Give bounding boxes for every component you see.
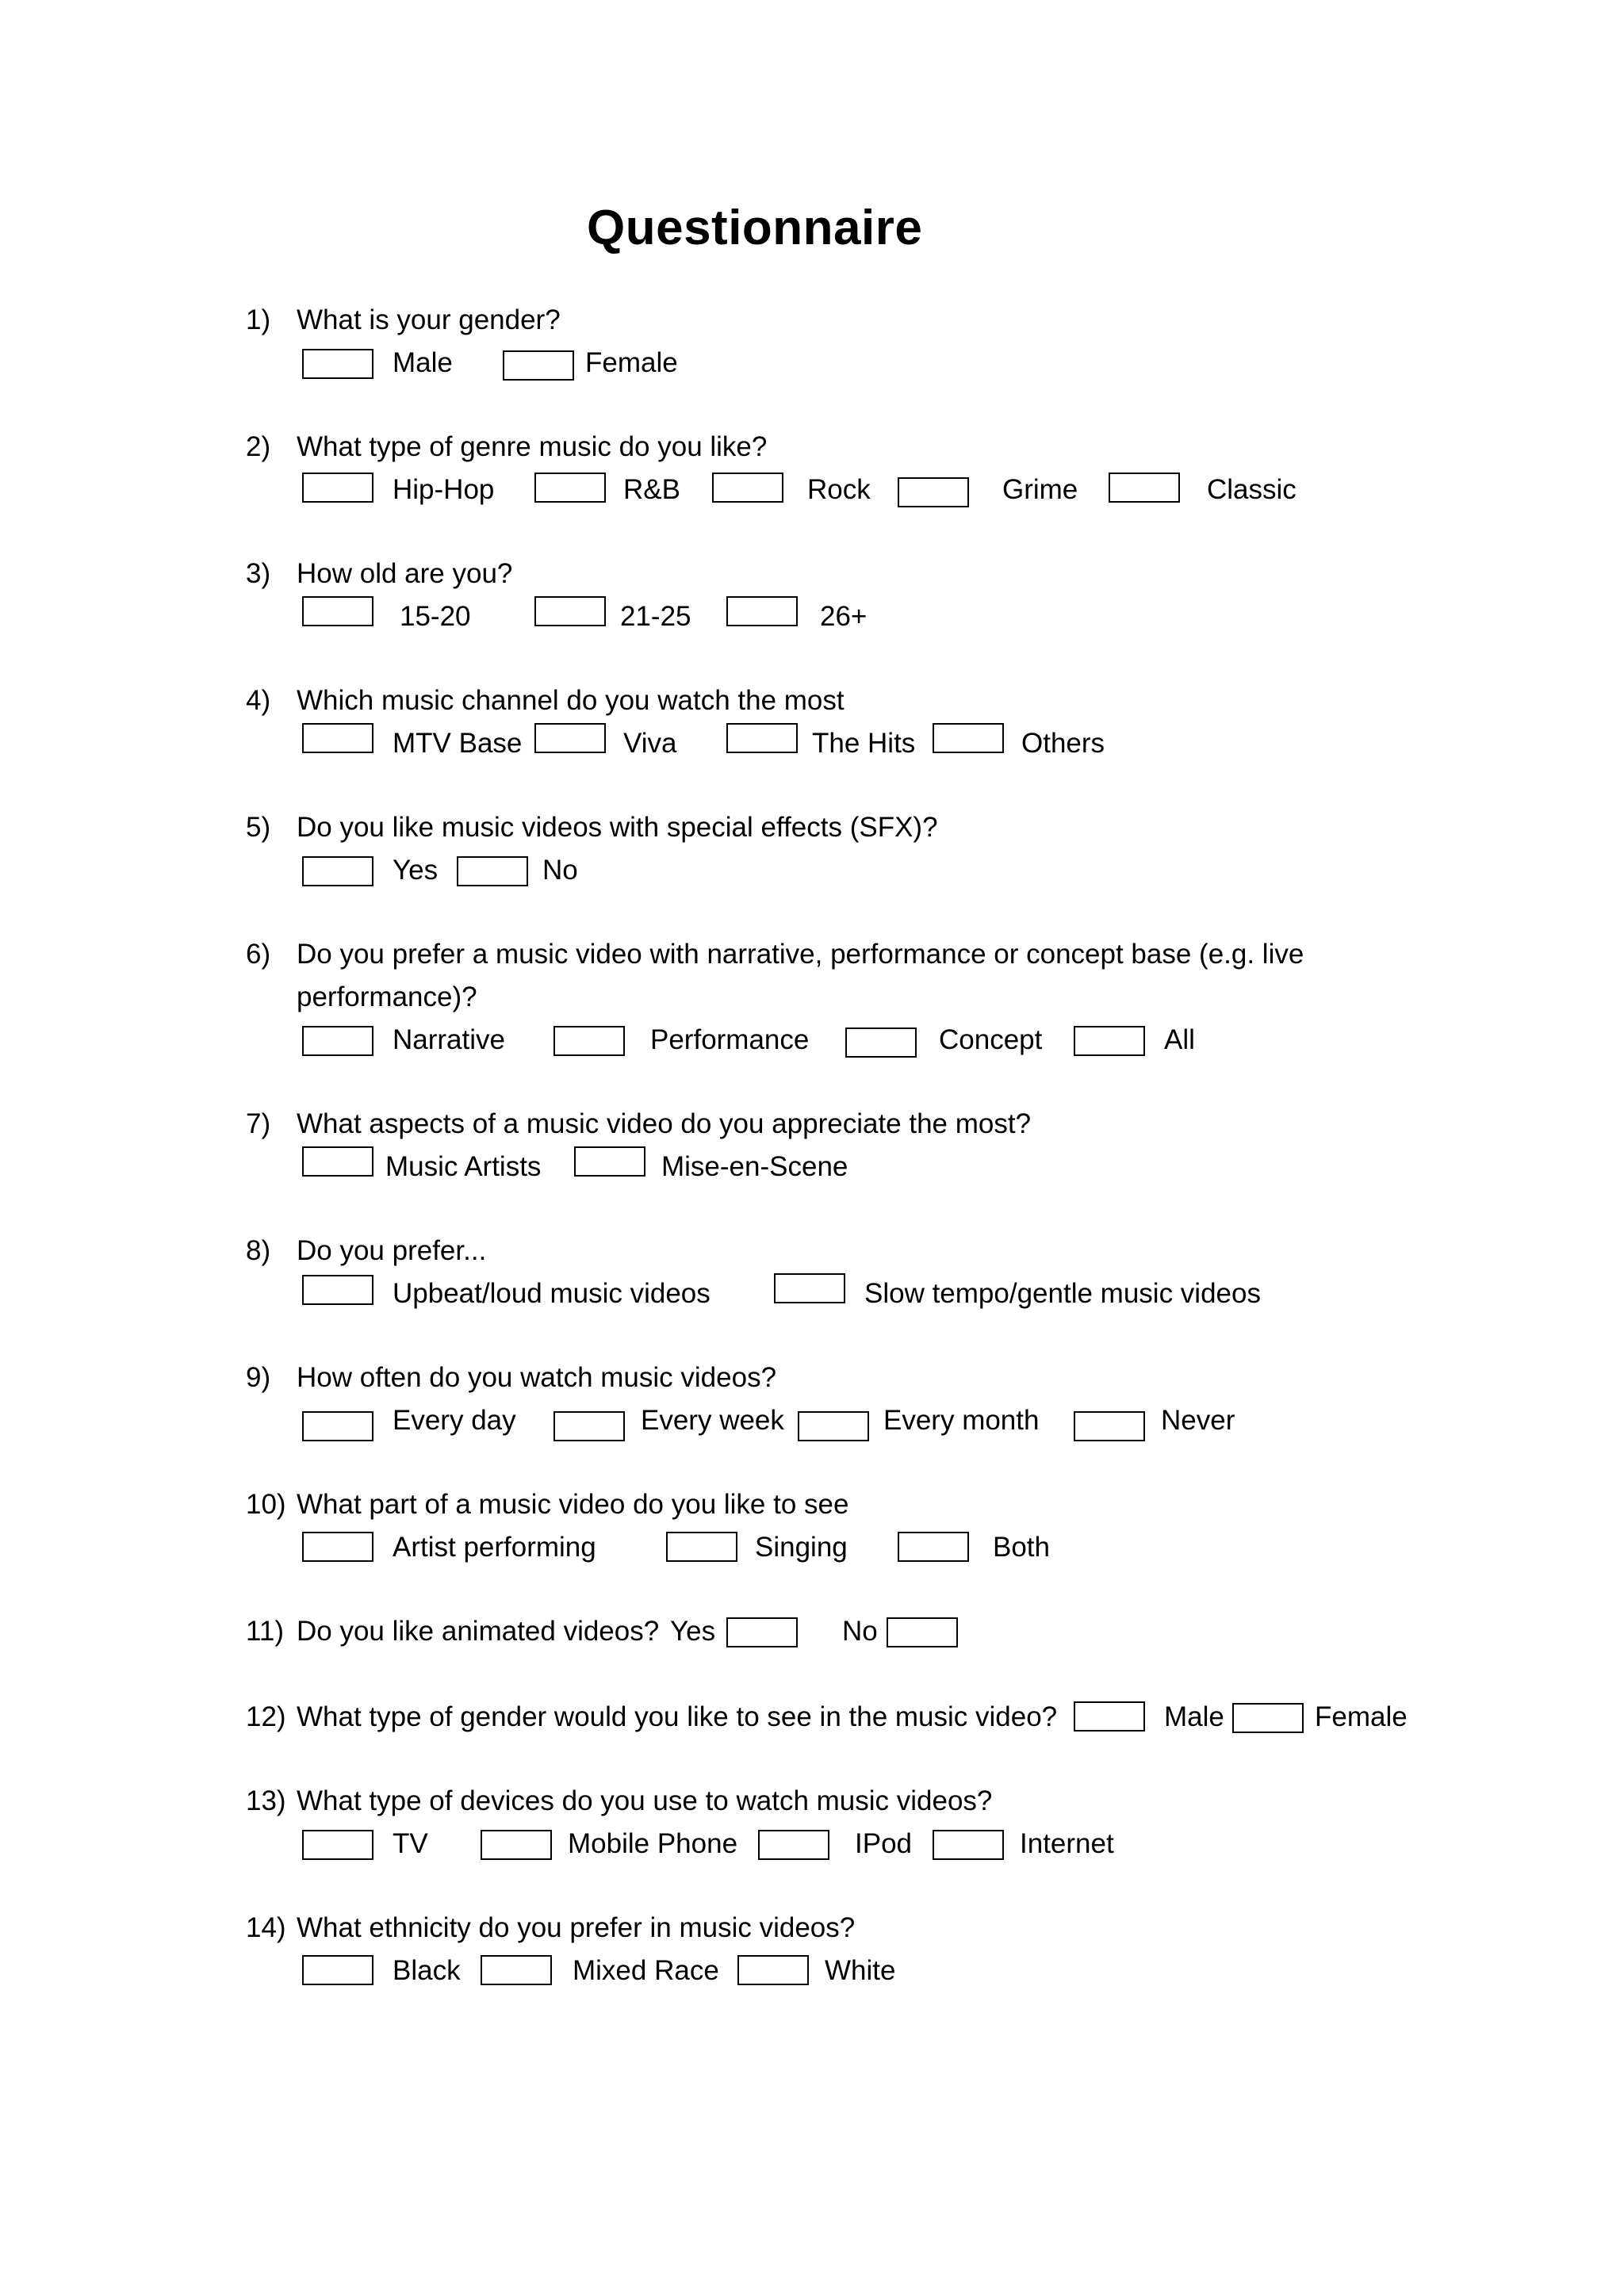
question-number: 1) (246, 304, 271, 335)
option-label: Slow tempo/gentle music videos (864, 1278, 1261, 1309)
option-label: Concept (939, 1024, 1043, 1055)
checkbox-tv[interactable] (302, 1830, 373, 1860)
option-label: Artist performing (393, 1532, 596, 1563)
question-text: Which music channel do you watch the most (297, 685, 845, 716)
option-label: Internet (1020, 1828, 1114, 1859)
question-text-line2: performance)? (297, 982, 477, 1012)
checkbox-15-20[interactable] (302, 596, 373, 626)
checkbox-slow-tempo[interactable] (774, 1273, 845, 1303)
question-text: Do you prefer a music video with narrative, performance or concept base (e.g. live (297, 939, 1304, 970)
checkbox-every-day[interactable] (302, 1411, 373, 1441)
option-label: No (542, 855, 578, 886)
option-label: Male (393, 347, 453, 378)
option-label: Narrative (393, 1024, 505, 1055)
checkbox-others[interactable] (933, 723, 1004, 753)
checkbox-performance[interactable] (553, 1026, 625, 1056)
option-label: Yes (670, 1616, 716, 1647)
option-label: Singing (755, 1532, 848, 1563)
question-text: What type of genre music do you like? (297, 431, 768, 462)
question-number: 7) (246, 1108, 271, 1139)
checkbox-internet[interactable] (933, 1830, 1004, 1860)
checkbox-mtv-base[interactable] (302, 723, 373, 753)
question-number: 4) (246, 685, 271, 716)
option-label: R&B (623, 474, 680, 505)
checkbox-rock[interactable] (712, 473, 783, 503)
question-text: What type of gender would you like to see in the music video? (297, 1701, 1058, 1732)
option-label: Yes (393, 855, 439, 886)
question-text: What aspects of a music video do you appreciate the most? (297, 1108, 1032, 1139)
question-text: What is your gender? (297, 304, 561, 335)
option-label: 15-20 (400, 601, 471, 632)
option-label: TV (393, 1828, 428, 1859)
option-label: Mobile Phone (568, 1828, 738, 1859)
checkbox-yes[interactable] (302, 856, 373, 886)
question-number: 2) (246, 431, 271, 462)
checkbox-both[interactable] (898, 1532, 969, 1562)
checkbox-rnb[interactable] (534, 473, 606, 503)
option-label: Female (585, 347, 678, 378)
checkbox-every-week[interactable] (553, 1411, 625, 1441)
question-text: How often do you watch music videos? (297, 1362, 777, 1393)
checkbox-hip-hop[interactable] (302, 473, 373, 503)
question-text: Do you prefer... (297, 1235, 487, 1266)
checkbox-mise-en-scene[interactable] (574, 1146, 645, 1177)
checkbox-all[interactable] (1074, 1026, 1145, 1056)
option-label: The Hits (812, 728, 916, 759)
option-label: Mise-en-Scene (661, 1151, 848, 1182)
checkbox-female[interactable] (1232, 1703, 1304, 1733)
checkbox-upbeat[interactable] (302, 1275, 373, 1305)
option-label: Rock (807, 474, 871, 505)
option-label: Both (993, 1532, 1050, 1563)
checkbox-viva[interactable] (534, 723, 606, 753)
option-label: Male (1164, 1701, 1224, 1732)
question-number: 13) (246, 1785, 286, 1816)
question-number: 9) (246, 1362, 271, 1393)
option-label: Every month (883, 1405, 1040, 1436)
option-label: 26+ (820, 601, 868, 632)
checkbox-26-plus[interactable] (726, 596, 798, 626)
checkbox-21-25[interactable] (534, 596, 606, 626)
option-label: Viva (623, 728, 677, 759)
option-label: Music Artists (385, 1151, 542, 1182)
option-label: All (1164, 1024, 1195, 1055)
checkbox-mobile-phone[interactable] (481, 1830, 552, 1860)
checkbox-yes[interactable] (726, 1617, 798, 1647)
option-label: MTV Base (393, 728, 523, 759)
option-label: White (825, 1955, 896, 1986)
question-text: How old are you? (297, 558, 513, 589)
checkbox-mixed-race[interactable] (481, 1955, 552, 1985)
option-label: Upbeat/loud music videos (393, 1278, 710, 1309)
question-number: 8) (246, 1235, 271, 1266)
question-number: 6) (246, 939, 271, 970)
checkbox-female[interactable] (503, 350, 574, 381)
option-label: Others (1021, 728, 1105, 759)
checkbox-concept[interactable] (845, 1027, 917, 1058)
question-number: 10) (246, 1489, 286, 1520)
checkbox-narrative[interactable] (302, 1026, 373, 1056)
checkbox-music-artists[interactable] (302, 1146, 373, 1177)
checkbox-no[interactable] (457, 856, 528, 886)
question-text: Do you like animated videos? (297, 1616, 660, 1647)
checkbox-ipod[interactable] (758, 1830, 829, 1860)
option-label: No (842, 1616, 878, 1647)
option-label: Black (393, 1955, 461, 1986)
question-number: 12) (246, 1701, 286, 1732)
question-text: What type of devices do you use to watch music videos? (297, 1785, 993, 1816)
checkbox-black[interactable] (302, 1955, 373, 1985)
option-label: Female (1315, 1701, 1408, 1732)
checkbox-every-month[interactable] (798, 1411, 869, 1441)
question-number: 11) (246, 1616, 284, 1647)
question-text: What ethnicity do you prefer in music videos? (297, 1912, 856, 1943)
checkbox-male[interactable] (1074, 1701, 1145, 1732)
checkbox-the-hits[interactable] (726, 723, 798, 753)
checkbox-singing[interactable] (666, 1532, 737, 1562)
checkbox-male[interactable] (302, 349, 373, 379)
page-title: Questionnaire (587, 201, 923, 255)
checkbox-white[interactable] (737, 1955, 809, 1985)
question-number: 14) (246, 1912, 286, 1943)
option-label: Classic (1207, 474, 1297, 505)
option-label: Never (1161, 1405, 1235, 1436)
checkbox-no[interactable] (887, 1617, 958, 1647)
checkbox-grime[interactable] (898, 477, 969, 507)
checkbox-artist-performing[interactable] (302, 1532, 373, 1562)
option-label: IPod (855, 1828, 912, 1859)
question-number: 5) (246, 812, 271, 843)
question-text: What part of a music video do you like to see (297, 1489, 849, 1520)
option-label: Every day (393, 1405, 516, 1436)
question-text: Do you like music videos with special effects (SFX)? (297, 812, 938, 843)
option-label: Every week (641, 1405, 784, 1436)
option-label: Grime (1002, 474, 1078, 505)
checkbox-classic[interactable] (1109, 473, 1180, 503)
option-label: Performance (650, 1024, 810, 1055)
option-label: Mixed Race (573, 1955, 719, 1986)
question-number: 3) (246, 558, 271, 589)
checkbox-never[interactable] (1074, 1411, 1145, 1441)
option-label: Hip-Hop (393, 474, 495, 505)
option-label: 21-25 (620, 601, 691, 632)
